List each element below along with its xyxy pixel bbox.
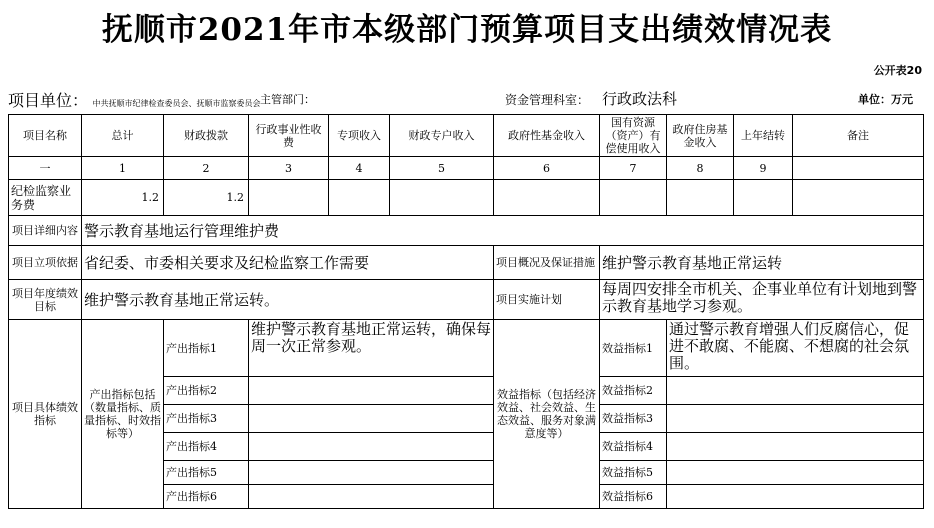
output-indicator-value: 维护警示教育基地正常运转，确保每周一次正常参观。 — [249, 320, 494, 377]
header-total: 总计 — [82, 115, 164, 157]
content-value: 警示教育基地运行管理维护费 — [82, 216, 924, 246]
overview-value: 维护警示教育基地正常运转 — [600, 246, 924, 280]
index-cell: 1 — [82, 157, 164, 180]
output-indicator-value — [249, 377, 494, 405]
currency-unit: 单位：万元 — [858, 93, 913, 106]
benefit-indicator-value: 通过警示教育增强人们反腐信心，促进不敢腐、不能腐、不想腐的社会氛围。 — [667, 320, 924, 377]
benefit-indicator-value — [667, 377, 924, 405]
benefit-indicator-value — [667, 461, 924, 485]
header-row — [9, 115, 924, 157]
benefit-indicator-value — [667, 405, 924, 433]
output-indicator-label: 产出指标5 — [164, 461, 249, 485]
output-indicator-label: 产出指标1 — [164, 320, 249, 377]
basis-row — [9, 246, 924, 280]
plan-label: 项目实施计划 — [494, 280, 600, 320]
content-label: 项目详细内容 — [9, 216, 82, 246]
header-project-name: 项目名称 — [9, 115, 82, 157]
plan-value: 每周四安排全市机关、企事业单位有计划地到警示教育基地学习参观。 — [600, 280, 924, 320]
empty-cell — [667, 180, 734, 216]
project-name: 纪检监察业务费 — [9, 180, 82, 216]
fund-dept-label: 资金管理科室： — [505, 93, 590, 107]
index-cell: 4 — [329, 157, 390, 180]
index-cell: 9 — [734, 157, 793, 180]
goal-label: 项目年度绩效目标 — [9, 280, 82, 320]
goal-value: 维护警示教育基地正常运转。 — [82, 280, 494, 320]
benefit-indicator-label: 效益指标3 — [600, 405, 667, 433]
empty-cell — [249, 180, 329, 216]
header-remark: 备注 — [793, 115, 924, 157]
empty-cell — [600, 180, 667, 216]
benefit-indicator-label: 效益指标4 — [600, 433, 667, 461]
output-indicator-value — [249, 405, 494, 433]
output-indicator-label: 产出指标4 — [164, 433, 249, 461]
header-state-assets: 国有资源（资产）有偿使用收入 — [600, 115, 667, 157]
index-cell: 3 — [249, 157, 329, 180]
fund-dept-value: 行政政法科 — [602, 90, 678, 108]
index-cell: 5 — [390, 157, 494, 180]
indicator-row-1 — [9, 320, 924, 377]
empty-cell — [390, 180, 494, 216]
output-group-label: 产出指标包括（数量指标、质量指标、时效指标等） — [82, 320, 164, 509]
header-gov-fund: 政府性基金收入 — [494, 115, 600, 157]
benefit-indicator-label: 效益指标1 — [600, 320, 667, 377]
benefit-indicator-value — [667, 485, 924, 509]
empty-cell — [494, 180, 600, 216]
performance-table — [8, 114, 924, 509]
header-admin-fee: 行政事业性收费 — [249, 115, 329, 157]
benefit-indicator-value — [667, 433, 924, 461]
basis-value: 省纪委、市委相关要求及纪检监察工作需要 — [82, 246, 494, 280]
project-row — [9, 180, 924, 216]
project-unit — [8, 88, 260, 108]
benefit-indicator-label: 效益指标5 — [600, 461, 667, 485]
project-fiscal: 1.2 — [164, 180, 249, 216]
empty-cell — [734, 180, 793, 216]
index-cell-empty — [793, 157, 924, 180]
indicator-section-label: 项目具体绩效指标 — [9, 320, 82, 509]
index-cell: 8 — [667, 157, 734, 180]
empty-cell — [329, 180, 390, 216]
index-cell: 2 — [164, 157, 249, 180]
header-fiscal-special: 财政专户收入 — [390, 115, 494, 157]
index-cell: 6 — [494, 157, 600, 180]
benefit-group-label: 效益指标（包括经济效益、社会效益、生态效益、服务对象满意度等） — [494, 320, 600, 509]
header-fiscal: 财政拨款 — [164, 115, 249, 157]
output-indicator-value — [249, 433, 494, 461]
output-indicator-label: 产出指标6 — [164, 485, 249, 509]
project-unit-value: 中共抚顺市纪律检查委员会、抚顺市监察委员会 — [92, 99, 261, 108]
header-housing: 政府住房基金收入 — [667, 115, 734, 157]
output-indicator-value — [249, 485, 494, 509]
goal-row — [9, 280, 924, 320]
header-carryover: 上年结转 — [734, 115, 793, 157]
benefit-indicator-label: 效益指标2 — [600, 377, 667, 405]
output-indicator-label: 产出指标3 — [164, 405, 249, 433]
overview-label: 项目概况及保证措施 — [494, 246, 600, 280]
project-unit-label: 项目单位： — [8, 91, 89, 110]
output-indicator-value — [249, 461, 494, 485]
supervisor-dept-label: 主管部门： — [260, 93, 315, 106]
index-cell: 7 — [600, 157, 667, 180]
basis-label: 项目立项依据 — [9, 246, 82, 280]
form-number: 公开表20 — [873, 64, 922, 77]
benefit-indicator-label: 效益指标6 — [600, 485, 667, 509]
output-indicator-label: 产出指标2 — [164, 377, 249, 405]
empty-cell — [793, 180, 924, 216]
content-row — [9, 216, 924, 246]
project-total: 1.2 — [82, 180, 164, 216]
index-cell: 一 — [9, 157, 82, 180]
header-special: 专项收入 — [329, 115, 390, 157]
index-row — [9, 157, 924, 180]
page-title: 抚顺市2021年市本级部门预算项目支出绩效情况表 — [101, 12, 833, 48]
